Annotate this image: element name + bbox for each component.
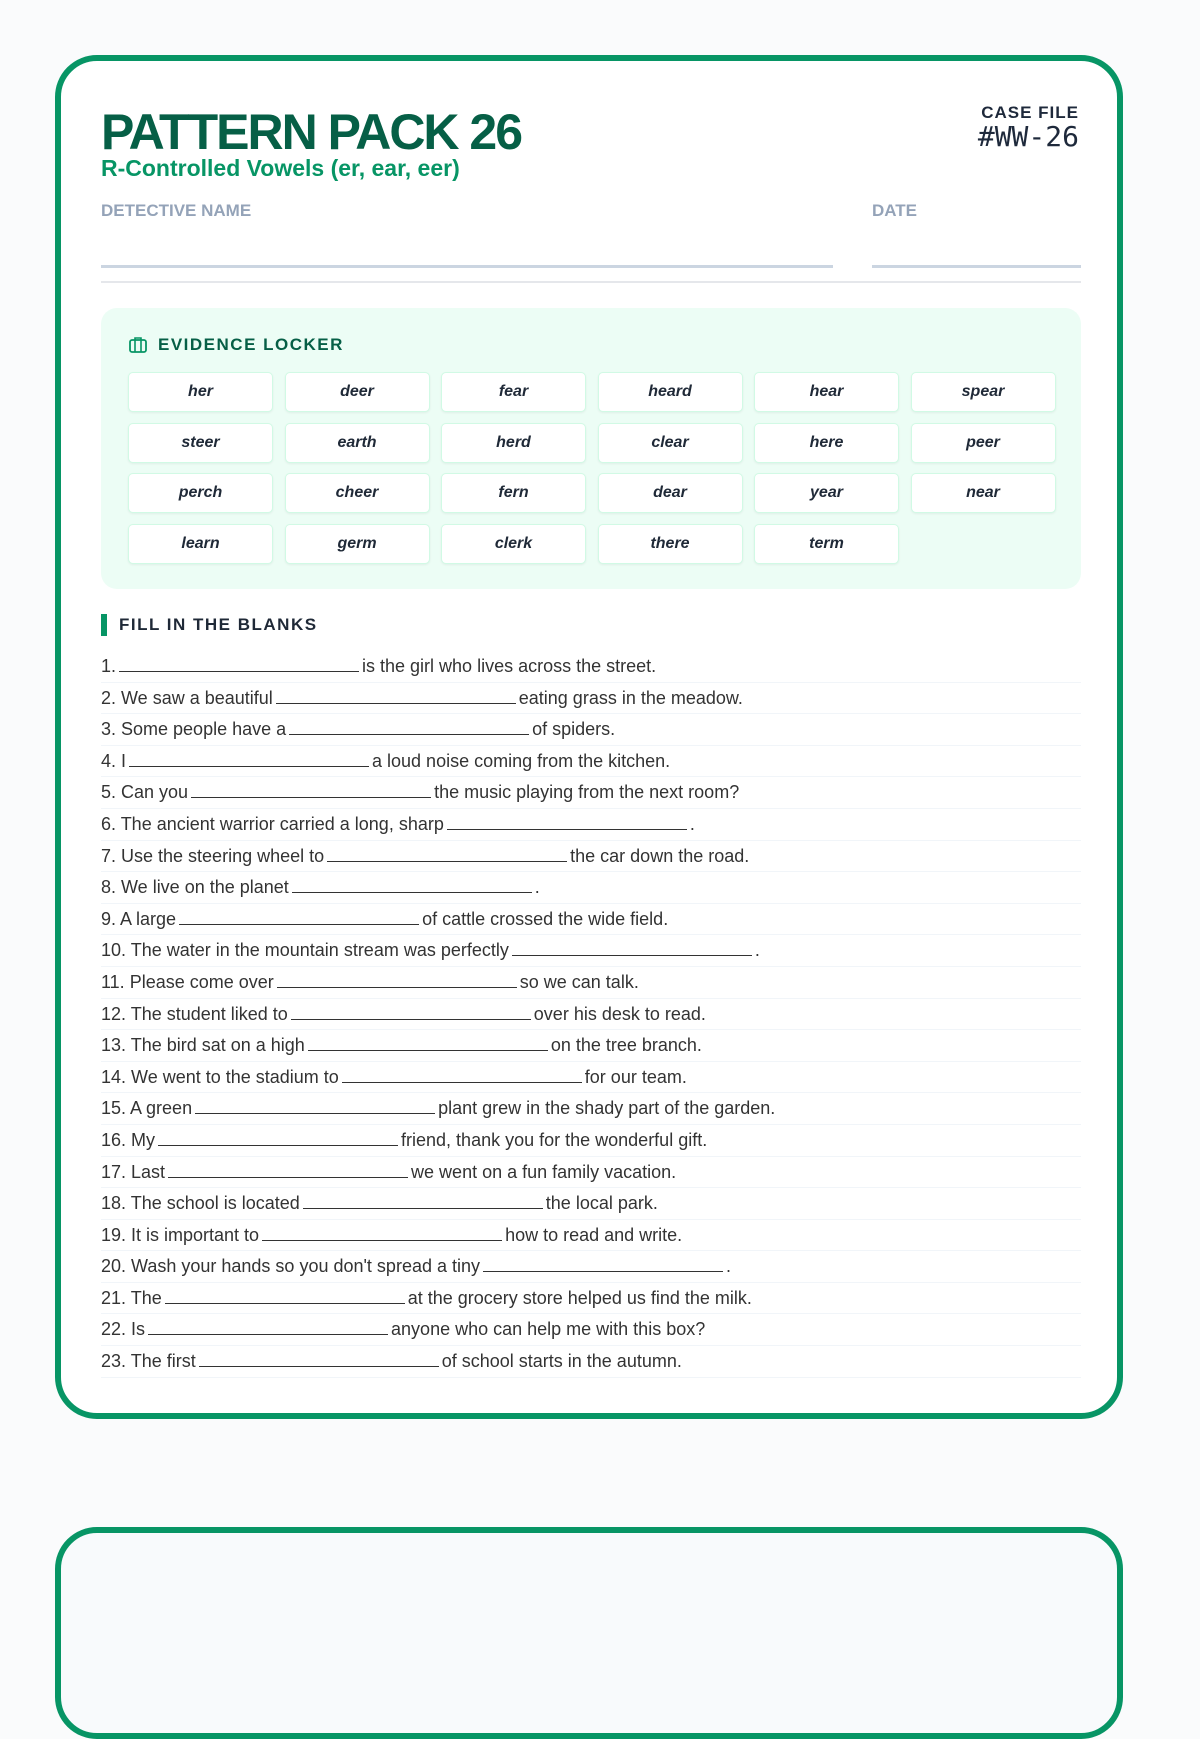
sentence-row — [101, 714, 1081, 746]
word-tile: deer — [285, 372, 430, 412]
answer-blank[interactable] — [158, 1129, 398, 1146]
sentence-suffix: eating grass in the meadow. — [518, 687, 743, 708]
sentence-row — [101, 1220, 1081, 1252]
sentence-row — [101, 872, 1081, 904]
sentence-prefix: 11. Please come over — [101, 971, 274, 992]
sentence-prefix: 13. The bird sat on a high — [101, 1035, 305, 1056]
fill-blanks-heading — [101, 614, 318, 636]
answer-blank[interactable] — [191, 781, 431, 798]
answer-blank[interactable] — [342, 1066, 582, 1083]
sentence-suffix: anyone who can help me with this box? — [391, 1319, 706, 1340]
word-tile: near — [911, 473, 1056, 513]
word-tile: heard — [598, 372, 743, 412]
word-tile: term — [754, 524, 899, 564]
evidence-locker — [101, 308, 1081, 589]
sentence-prefix: 8. We live on the planet — [101, 877, 289, 898]
evidence-locker-title: EVIDENCE LOCKER — [158, 335, 344, 354]
date-label: DATE — [872, 201, 918, 220]
sentence-suffix: over his desk to read. — [533, 1003, 706, 1024]
answer-blank[interactable] — [303, 1192, 543, 1209]
sentence-row — [101, 999, 1081, 1031]
sentence-row — [101, 1314, 1081, 1346]
next-page-card — [55, 1527, 1123, 1739]
sentence-row — [101, 809, 1081, 841]
sentence-prefix: 19. It is important to — [101, 1224, 260, 1245]
sentence-prefix: 6. The ancient warrior carried a long, sharp — [101, 813, 444, 834]
sentence-prefix: 21. The — [101, 1287, 162, 1308]
word-tile: spear — [911, 372, 1056, 412]
sentence-suffix: a loud noise coming from the kitchen. — [372, 750, 671, 771]
sentence-row — [101, 1062, 1081, 1094]
sentence-row — [101, 904, 1081, 936]
sentence-prefix: 12. The student liked to — [101, 1003, 288, 1024]
sentence-prefix: 23. The first — [101, 1351, 196, 1372]
divider — [101, 281, 1081, 283]
sentence-row — [101, 651, 1081, 683]
answer-blank[interactable] — [199, 1350, 439, 1367]
word-tile: fern — [441, 473, 586, 513]
sentence-row — [101, 1093, 1081, 1125]
sentence-suffix: the car down the road. — [570, 845, 750, 866]
briefcase-icon — [128, 336, 148, 354]
sentence-prefix: 5. Can you — [101, 782, 189, 803]
sentence-suffix: of spiders. — [532, 719, 616, 740]
sentence-row — [101, 935, 1081, 967]
word-tile: hear — [754, 372, 899, 412]
sentence-row — [101, 777, 1081, 809]
answer-blank[interactable] — [262, 1224, 502, 1241]
sentence-suffix: of school starts in the autumn. — [441, 1351, 682, 1372]
sentence-suffix: the local park. — [545, 1193, 658, 1214]
answer-blank[interactable] — [165, 1287, 405, 1304]
word-tile: clerk — [441, 524, 586, 564]
sentence-prefix: 15. A green — [101, 1098, 193, 1119]
sentence-row — [101, 1030, 1081, 1062]
answer-blank[interactable] — [168, 1161, 408, 1178]
sentence-suffix: at the grocery store helped us find the milk. — [407, 1287, 752, 1308]
word-tile: year — [754, 473, 899, 513]
answer-blank[interactable] — [195, 1097, 435, 1114]
answer-blank[interactable] — [276, 687, 516, 704]
word-tile: her — [128, 372, 273, 412]
sentence-row — [101, 746, 1081, 778]
sentence-prefix: 16. My — [101, 1129, 156, 1150]
date-field[interactable] — [872, 265, 1081, 268]
sentence-suffix: how to read and write. — [505, 1224, 683, 1245]
answer-blank[interactable] — [289, 718, 529, 735]
sentence-row — [101, 1346, 1081, 1378]
answer-blank[interactable] — [291, 1003, 531, 1020]
answer-blank[interactable] — [148, 1318, 388, 1335]
sentence-row — [101, 967, 1081, 999]
sentence-prefix: 4. I — [101, 750, 127, 771]
sentence-prefix: 14. We went to the stadium to — [101, 1066, 339, 1087]
sentence-prefix: 3. Some people have a — [101, 719, 287, 740]
word-tile: steer — [128, 423, 273, 463]
word-tile: germ — [285, 524, 430, 564]
sentence-row — [101, 683, 1081, 715]
answer-blank[interactable] — [179, 908, 419, 925]
sentence-prefix: 18. The school is located — [101, 1193, 300, 1214]
sentence-suffix: friend, thank you for the wonderful gift. — [401, 1129, 708, 1150]
answer-blank[interactable] — [292, 876, 532, 893]
sentence-row — [101, 1283, 1081, 1315]
sentence-row — [101, 1157, 1081, 1189]
section-title: FILL IN THE BLANKS — [119, 615, 318, 634]
sentence-list — [101, 651, 1081, 1378]
sentence-suffix: plant grew in the shady part of the garden. — [438, 1098, 776, 1119]
answer-blank[interactable] — [483, 1255, 723, 1272]
word-bank — [128, 372, 1056, 564]
word-tile: cheer — [285, 473, 430, 513]
word-tile: peer — [911, 423, 1056, 463]
word-tile: learn — [128, 524, 273, 564]
sentence-suffix: . — [534, 877, 540, 898]
answer-blank[interactable] — [129, 750, 369, 767]
word-tile: clear — [598, 423, 743, 463]
answer-blank[interactable] — [447, 813, 687, 830]
sentence-row — [101, 1251, 1081, 1283]
sentence-prefix: 9. A large — [101, 908, 177, 929]
word-tile: perch — [128, 473, 273, 513]
sentence-prefix: 1. — [101, 656, 117, 676]
sentence-suffix: so we can talk. — [519, 971, 639, 992]
sentence-suffix: . — [726, 1256, 732, 1277]
word-tile: here — [754, 423, 899, 463]
sentence-prefix: 7. Use the steering wheel to — [101, 845, 325, 866]
sentence-prefix: 20. Wash your hands so you don't spread a tiny — [101, 1256, 480, 1277]
word-tile: herd — [441, 423, 586, 463]
sentence-prefix: 2. We saw a beautiful — [101, 687, 273, 708]
sentence-prefix: 22. Is — [101, 1319, 146, 1340]
detective-name-field[interactable] — [101, 265, 833, 268]
answer-blank[interactable] — [308, 1034, 548, 1051]
page-subtitle: R-Controlled Vowels (er, ear, eer) — [101, 155, 460, 181]
answer-blank[interactable] — [277, 971, 517, 988]
case-file — [978, 103, 1079, 151]
sentence-row — [101, 1125, 1081, 1157]
sentence-suffix: on the tree branch. — [550, 1035, 702, 1056]
sentence-row — [101, 841, 1081, 873]
word-tile: there — [598, 524, 743, 564]
answer-blank[interactable] — [119, 655, 359, 672]
word-tile: fear — [441, 372, 586, 412]
case-file-label: CASE FILE — [981, 103, 1079, 122]
case-file-number: #WW-26 — [977, 120, 1079, 153]
sentence-suffix: . — [689, 813, 695, 834]
sentence-row — [101, 1188, 1081, 1220]
detective-name-label: DETECTIVE NAME — [101, 201, 252, 220]
sentence-suffix: for our team. — [584, 1066, 687, 1087]
sentence-suffix: the music playing from the next room? — [434, 782, 740, 803]
worksheet-card — [55, 55, 1123, 1419]
sentence-prefix: 17. Last — [101, 1161, 166, 1182]
page-title: PATTERN PACK 26 — [101, 104, 522, 160]
answer-blank[interactable] — [327, 845, 567, 862]
sentence-suffix: is the girl who lives across the street. — [362, 656, 657, 676]
sentence-suffix: of cattle crossed the wide field. — [422, 908, 669, 929]
word-tile: dear — [598, 473, 743, 513]
accent-bar — [101, 614, 107, 636]
word-tile: earth — [285, 423, 430, 463]
sentence-suffix: we went on a fun family vacation. — [411, 1161, 677, 1182]
sentence-suffix: . — [754, 940, 760, 961]
sentence-prefix: 10. The water in the mountain stream was perfectly — [101, 940, 509, 961]
answer-blank[interactable] — [512, 939, 752, 956]
